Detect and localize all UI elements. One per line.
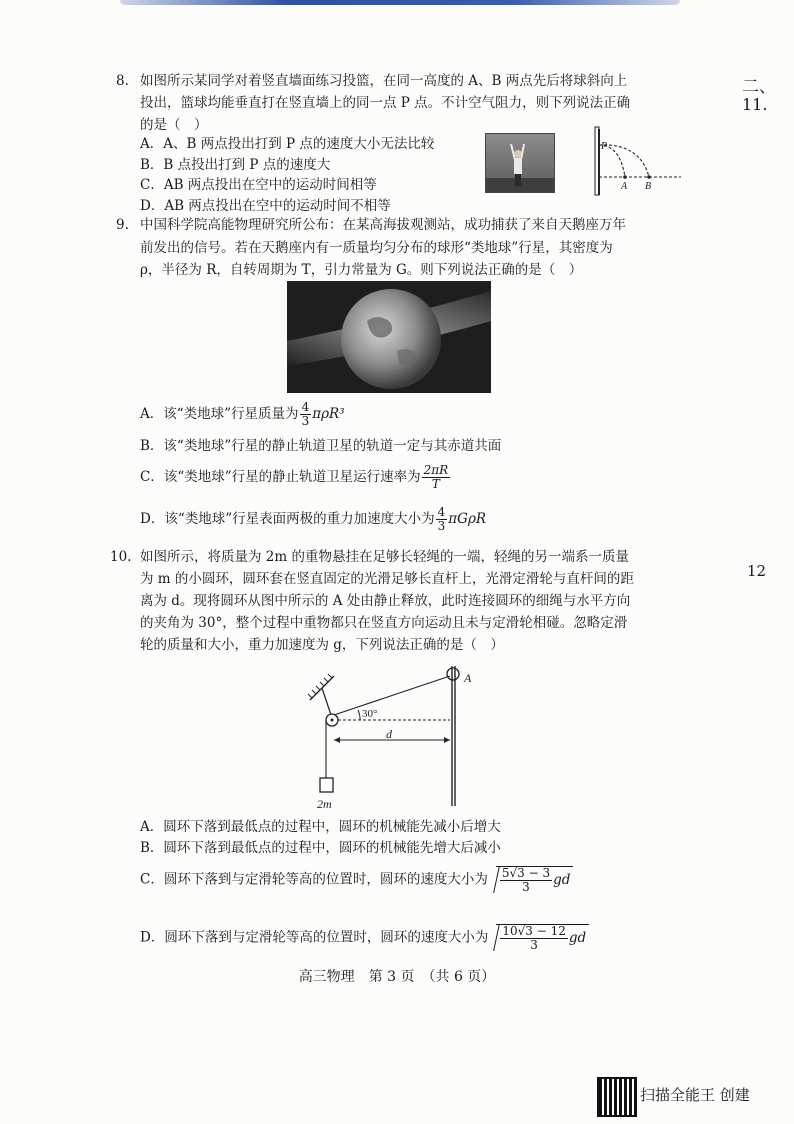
q10-option-d-radical — [496, 924, 589, 952]
scan-top-edge — [120, 0, 680, 5]
q9-stem-line-1: 中国科学院高能物理研究所公布：在某高海拔观测站，成功捕获了来自天鹅座万年 — [140, 217, 626, 233]
q10-option-c-text: C．圆环下落到与定滑轮等高的位置时，圆环的速度大小为 — [140, 871, 488, 888]
q8-option-c: C．AB 两点投出在空中的运动时间相等 — [140, 177, 377, 193]
margin-section-marker: 二、 — [742, 77, 776, 97]
q10-option-d — [140, 924, 589, 952]
fig8-label-a: A — [621, 181, 628, 192]
q10-option-d-denominator: 3 — [530, 938, 538, 952]
q9-number: 9. — [116, 217, 129, 233]
qr-code-icon — [597, 1077, 637, 1117]
planet-photo — [287, 281, 491, 393]
fig10-distance-label: d — [386, 727, 392, 741]
q10-stem-line-4: 的夹角为 30°，整个过程中重物都只在竖直方向运动且未与定滑轮相碰。忽略定滑 — [140, 615, 628, 631]
q10-stem-line-5: 轮的质量和大小，重力加速度为 g，下列说法正确的是（ ） — [140, 637, 504, 653]
margin-question-11: 11. — [742, 95, 768, 114]
q9-option-a — [140, 401, 345, 428]
q9-option-d-expression: πGρR — [448, 511, 487, 527]
q10-stem-line-2: 为 m 的小圆环，圆环套在竖直固定的光滑足够长直杆上，光滑定滑轮与直杆间的距 — [140, 571, 634, 587]
q9-option-d-denominator: 3 — [437, 519, 446, 533]
q9-option-b: B．该“类地球”行星的静止轨道卫星的轨道一定与其赤道共面 — [140, 438, 502, 454]
q9-option-c-text: C．该“类地球”行星的静止轨道卫星运行速率为 — [140, 469, 421, 485]
q9-option-a-expression: πρR³ — [312, 406, 345, 422]
q10-option-b: B．圆环下落到最低点的过程中，圆环的机械能先增大后减小 — [140, 840, 501, 856]
pulley-ring-figure — [300, 660, 490, 815]
q9-option-a-numerator: 4 — [301, 400, 310, 414]
q9-option-d-text: D．该“类地球”行星表面两极的重力加速度大小为 — [140, 511, 435, 527]
fig10-angle-label: 30° — [362, 708, 378, 720]
q10-option-c-denominator: 3 — [522, 880, 530, 894]
q8-stem-line-3: 的是（ ） — [140, 117, 208, 133]
q10-option-c-gd: gd — [553, 872, 571, 888]
basketball-photo — [485, 133, 555, 193]
q8-option-d: D．AB 两点投出在空中的运动时间不相等 — [140, 198, 391, 214]
q8-option-a: A．A、B 两点投出打到 P 点的速度大小无法比较 — [140, 136, 435, 152]
q10-option-d-text: D．圆环下落到与定滑轮等高的位置时，圆环的速度大小为 — [140, 929, 489, 946]
q8-stem-line-1: 如图所示某同学对着竖直墙面练习投篮，在同一高度的 A、B 两点先后将球斜向上 — [140, 73, 628, 89]
q9-option-c-numerator: 2πR — [423, 463, 449, 477]
q10-number: 10. — [110, 549, 132, 565]
q9-option-c-denominator: T — [431, 477, 440, 491]
q10-option-c-numerator: 5√3 − 3 — [501, 866, 551, 880]
page-footer: 高三物理 第 3 页 （共 6 页） — [298, 969, 496, 985]
q9-option-c — [140, 464, 451, 491]
q9-stem-line-2: 前发出的信号。若在天鹅座内有一质量均匀分布的球形“类地球”行星，其密度为 — [140, 240, 613, 256]
q10-stem-line-1: 如图所示，将质量为 2m 的重物悬挂在足够长轻绳的一端，轻绳的另一端系一质量 — [140, 549, 629, 565]
fig8-label-b: B — [645, 181, 652, 192]
q9-option-a-fraction — [300, 401, 312, 428]
q10-stem-line-3: 离为 d。现将圆环从图中所示的 A 处由静止释放，此时连接圆环的细绳与水平方向 — [140, 593, 631, 609]
q10-option-d-numerator: 10√3 − 12 — [502, 924, 566, 938]
margin-question-12: 12 — [747, 562, 767, 580]
q8-number: 8. — [116, 73, 129, 89]
q10-option-a: A．圆环下落到最低点的过程中，圆环的机械能先减小后增大 — [140, 819, 501, 835]
q8-option-b: B．B 点投出打到 P 点的速度大 — [140, 157, 331, 173]
q10-option-c — [140, 866, 573, 894]
q9-option-d-fraction — [436, 506, 448, 533]
q9-option-a-text: A．该“类地球”行星质量为 — [140, 406, 299, 422]
q9-option-c-fraction — [422, 464, 451, 491]
q9-option-a-denominator: 3 — [301, 414, 310, 428]
q10-option-c-fraction — [500, 867, 552, 894]
fig8-label-p: P — [601, 141, 608, 152]
fig10-ring-label: A — [464, 671, 472, 685]
q10-option-d-fraction — [500, 925, 568, 952]
fig10-mass-label: 2m — [317, 797, 332, 811]
scanner-watermark: 扫描全能王 创建 — [640, 1086, 750, 1104]
q8-trajectory-figure — [585, 125, 685, 197]
q9-option-d — [140, 506, 486, 533]
q8-stem-line-2: 投出，篮球均能垂直打在竖直墙上的同一点 P 点。不计空气阻力，则下列说法正确 — [140, 95, 631, 111]
q10-option-d-gd: gd — [568, 930, 587, 946]
q10-option-c-radical — [496, 866, 574, 894]
q9-option-d-numerator: 4 — [437, 505, 446, 519]
q9-stem-line-3: ρ，半径为 R，自转周期为 T，引力常量为 G。则下列说法正确的是（ ） — [140, 262, 583, 278]
